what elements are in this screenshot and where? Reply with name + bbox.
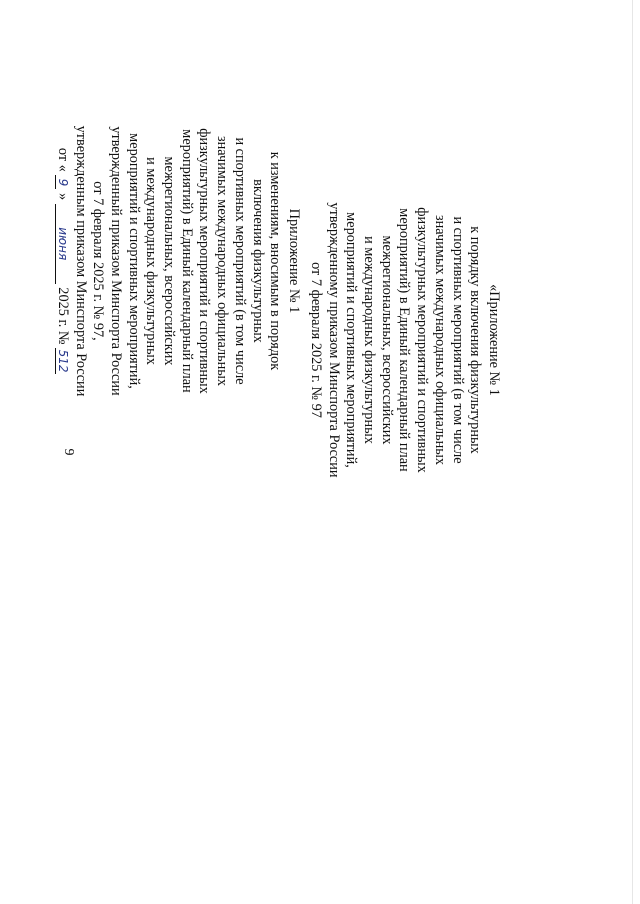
quoted-annex-line: утвержденному приказом Минспорта России (325, 202, 342, 478)
page-number: 9 (61, 448, 76, 456)
date-year: 2025 г. № (54, 287, 71, 345)
annex-title: Приложение № 1 (286, 208, 302, 314)
annex-line: и спортивных мероприятий (в том числе (231, 137, 248, 385)
quoted-annex-line: значимых международных официальных (431, 214, 448, 465)
annex-line: межрегиональных, всероссийских (161, 156, 178, 366)
handwritten-day: 9 (55, 175, 70, 189)
quoted-annex-line: физкультурных мероприятий и спортивных (414, 207, 431, 473)
quoted-annex-line: межрегиональных, всероссийских (378, 235, 395, 445)
quoted-annex-line: от 7 февраля 2025 г. № 97 (307, 262, 324, 418)
annex-line: включения физкультурных (249, 179, 266, 343)
annex-line: и международных физкультурных (143, 157, 160, 365)
annex-header (53, 96, 302, 426)
quoted-annex-line: и спортивных мероприятий (в том числе (449, 216, 466, 464)
annex-line: к изменениям, вносимым в порядок (267, 151, 284, 371)
annex-line: утвержденный приказом Минспорта России (107, 126, 124, 396)
scan-edge (632, 0, 633, 904)
quoted-annex-line: мероприятий) в Единый календарный план (396, 208, 413, 472)
annex-line: мероприятий и спортивных мероприятий, (125, 133, 142, 389)
annex-line: физкультурных мероприятий и спортивных (196, 128, 213, 394)
quoted-annex-line: к порядку включения физкультурных (467, 226, 484, 454)
handwritten-month: июня (55, 204, 70, 284)
quoted-annex-title: «Приложение № 1 (486, 284, 502, 396)
annex-line: мероприятий) в Единый календарный план (178, 129, 195, 393)
quoted-annex-header (306, 175, 502, 505)
annex-date-line (53, 96, 71, 426)
handwritten-order-number: 512 (55, 349, 70, 373)
quoted-annex-line: и международных физкультурных (361, 236, 378, 444)
date-prefix: от « (54, 147, 71, 172)
date-mid: » (54, 192, 71, 201)
annex-line: утвержденным приказом Минспорта России (72, 125, 89, 397)
quoted-annex-line: мероприятий и спортивных мероприятий, (343, 212, 360, 468)
annex-line: значимых международных официальных (214, 135, 231, 386)
annex-line: от 7 февраля 2025 г. № 97, (90, 181, 107, 341)
